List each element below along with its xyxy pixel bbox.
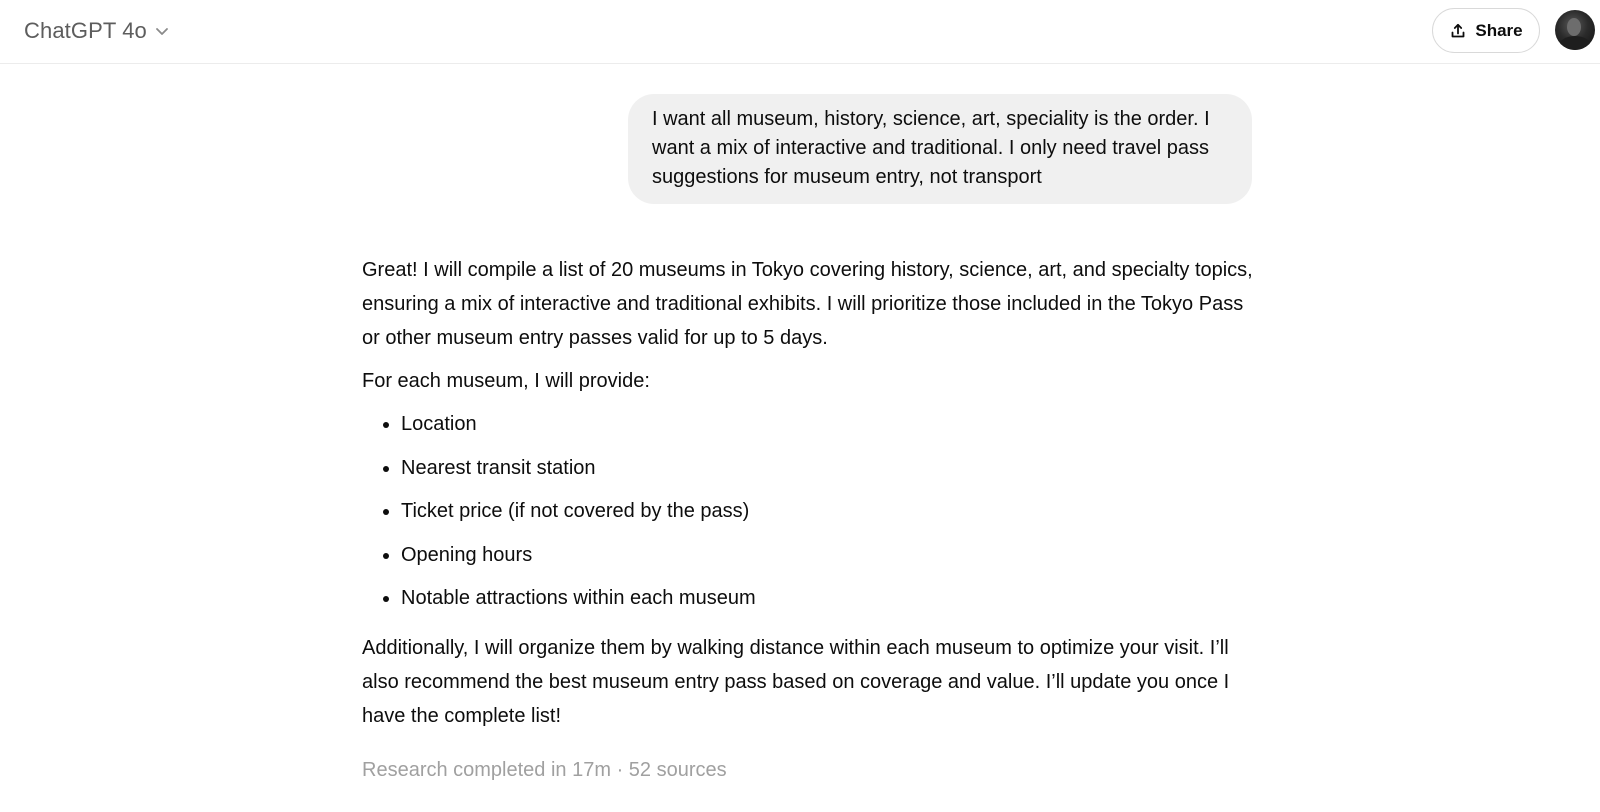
user-message-bubble: [628, 94, 1252, 204]
assistant-paragraph-3: Additionally, I will organize them by walking distance within each museum to optimize your visit. I’ll also recommend the best museum entry pass based on coverage and value. I’ll update you once I have the complete list!: [362, 637, 1230, 728]
share-upload-icon: [1449, 22, 1467, 40]
assistant-bullet-list: [362, 407, 1262, 615]
avatar-shoulders: [1559, 36, 1591, 50]
list-item: • Opening hours: [401, 538, 1262, 572]
assistant-paragraph-2: For each museum, I will provide:: [362, 370, 650, 392]
user-message-text: I want all museum, history, science, art, speciality is the order. I want a mix of interactive and traditional. I only need travel pass suggestions for museum entry, not transport: [652, 108, 1210, 188]
chevron-down-icon: [153, 22, 171, 40]
avatar-face: [1567, 18, 1581, 36]
user-avatar[interactable]: [1555, 10, 1595, 50]
top-bar: [0, 0, 1600, 64]
list-item: • Location: [401, 407, 1262, 441]
share-label: Share: [1475, 20, 1523, 40]
model-name: ChatGPT 4o: [24, 18, 147, 43]
list-item: • Nearest transit station: [401, 451, 1262, 485]
assistant-message: [362, 253, 1262, 787]
model-selector-button[interactable]: [14, 10, 181, 52]
research-status[interactable]: Research completed in 17m · 52 sources: [362, 759, 727, 782]
list-item: • Ticket price (if not covered by the pass): [401, 494, 1262, 528]
list-item: • Notable attractions within each museum: [401, 581, 1262, 615]
assistant-paragraph-1: Great! I will compile a list of 20 museums in Tokyo covering history, science, art, and specialty topics, ensuring a mix of interactive and traditional exhibits. I will prioritize those included in the Tokyo Pass or other museum entry passes valid for up to 5 days.: [362, 259, 1253, 349]
share-button[interactable]: [1432, 8, 1540, 53]
